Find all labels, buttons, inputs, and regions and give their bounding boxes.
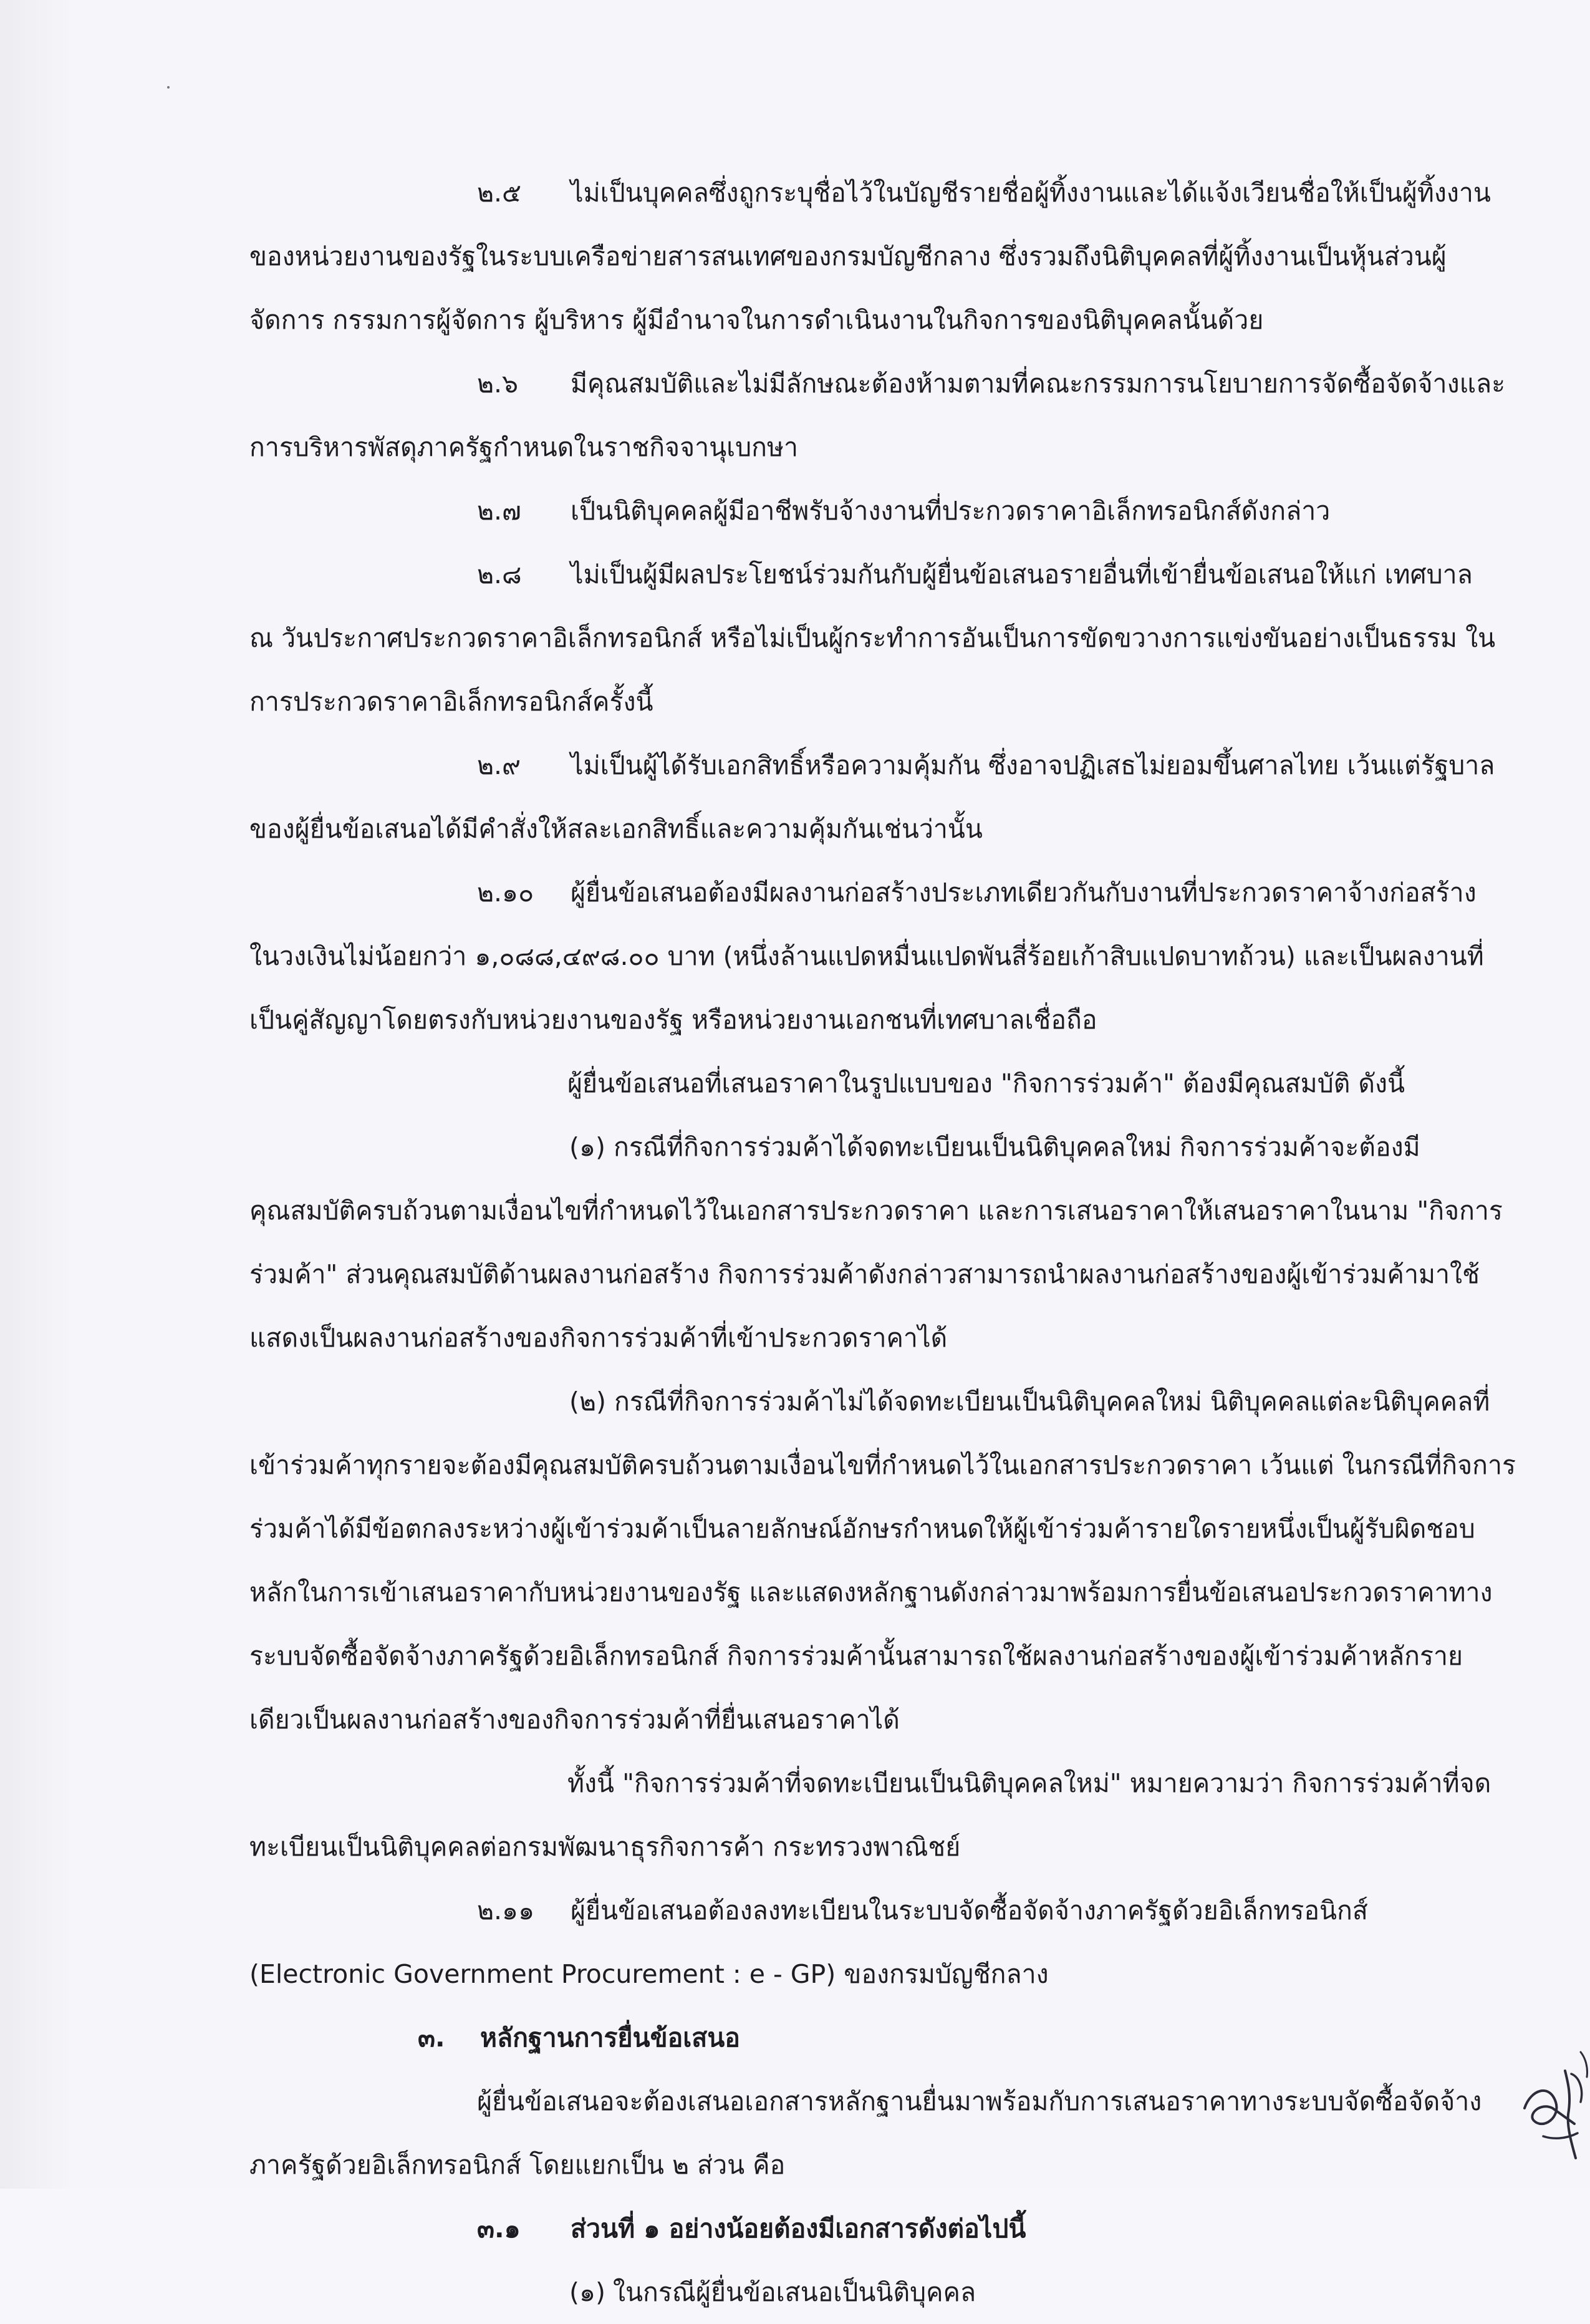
text-line xyxy=(249,670,1490,734)
text-line xyxy=(249,1370,1490,1433)
text-line xyxy=(249,2133,1490,2197)
text-line xyxy=(249,1688,1490,1751)
scan-speck xyxy=(167,86,170,89)
text-line xyxy=(249,479,1490,543)
text-line xyxy=(249,288,1490,352)
text-line xyxy=(249,1815,1490,1879)
clause-text: ไม่เป็นผู้มีผลประโยชน์ร่วมกันกับผู้ยื่นข้อเสนอรายอื่นที่เข้ายื่นข้อเสนอให้แก่ เทศบาล xyxy=(571,559,1473,589)
text-line xyxy=(249,1115,1490,1179)
text-line xyxy=(249,797,1490,861)
clause-number: (๑) xyxy=(569,2277,606,2307)
clause-number: ๒.๑๑ xyxy=(477,1896,535,1925)
clause-number: ๒.๖ xyxy=(477,369,519,399)
document-body xyxy=(249,161,1516,2324)
clause-text: ผู้ยื่นข้อเสนอจะต้องเสนอเอกสารหลักฐานยื่นมาพร้อมกับการเสนอราคาทางระบบจัดซื้อจัดจ้าง xyxy=(477,2086,1482,2116)
clause-text: ระบบจัดซื้อจัดจ้างภาครัฐด้วยอิเล็กทรอนิกส์ กิจการร่วมค้านั้นสามารถใช้ผลงานก่อสร้างของผู้เข้าร่วมค้าหลักราย xyxy=(249,1641,1463,1671)
clause-number: ๒.๗ xyxy=(477,496,521,526)
text-line xyxy=(249,1052,1490,1115)
clause-text: (๑) กรณีที่กิจการร่วมค้าได้จดทะเบียนเป็นนิติบุคคลใหม่ กิจการร่วมค้าจะต้องมี xyxy=(569,1132,1420,1162)
clause-text: เป็นนิติบุคคลผู้มีอาชีพรับจ้างงานที่ประกวดราคาอิเล็กทรอนิกส์ดังกล่าว xyxy=(571,496,1331,526)
clause-text: มีคุณสมบัติและไม่มีลักษณะต้องห้ามตามที่คณะกรรมการนโยบายการจัดซื้อจัดจ้างและ xyxy=(571,369,1506,399)
clause-number: ๒.๙ xyxy=(477,750,521,780)
text-line xyxy=(249,1879,1490,1942)
text-line xyxy=(249,924,1490,988)
clause-text: (Electronic Government Procurement : e - GP) ของกรมบัญชีกลาง xyxy=(249,1959,1049,1989)
clause-text: ภาครัฐด้วยอิเล็กทรอนิกส์ โดยแยกเป็น ๒ ส่วน คือ xyxy=(249,2150,786,2180)
text-line xyxy=(249,1433,1516,1497)
text-line xyxy=(249,734,1495,797)
clause-text: แสดงเป็นผลงานก่อสร้างของกิจการร่วมค้าที่เข้าประกวดราคาได้ xyxy=(249,1323,948,1353)
clause-text: ของหน่วยงานของรัฐในระบบเครือข่ายสารสนเทศของกรมบัญชีกลาง ซึ่งรวมถึงนิติบุคคลที่ผู้ทิ้งงานเป็นหุ้นส่วนผู้ xyxy=(249,241,1447,271)
handwritten-signature xyxy=(1506,2015,1590,2164)
clause-number: ๒.๑๐ xyxy=(477,878,534,908)
text-line xyxy=(249,543,1490,606)
clause-text: (๒) กรณีที่กิจการร่วมค้าไม่ได้จดทะเบียนเป็นนิติบุคคลใหม่ นิติบุคคลแต่ละนิติบุคคลที่ xyxy=(569,1387,1490,1416)
text-line xyxy=(249,1942,1490,2006)
clause-text: ร่วมค้า" ส่วนคุณสมบัติด้านผลงานก่อสร้าง กิจการร่วมค้าดังกล่าวสามารถนำผลงานก่อสร้างของผู้เข้าร่วมค้ามาใช้ xyxy=(249,1259,1480,1289)
text-line xyxy=(249,1561,1493,1624)
text-line xyxy=(249,988,1490,1052)
text-line xyxy=(249,225,1490,288)
clause-text: ทะเบียนเป็นนิติบุคคลต่อกรมพัฒนาธุรกิจการค้า กระทรวงพาณิชย์ xyxy=(249,1832,961,1862)
text-line xyxy=(249,861,1490,924)
clause-text: การบริหารพัสดุภาครัฐกำหนดในราชกิจจานุเบกษา xyxy=(249,432,799,462)
clause-text: ณ วันประกาศประกวดราคาอิเล็กทรอนิกส์ หรือไม่เป็นผู้กระทำการอันเป็นการขัดขวางการแข่งขันอย่างเป็นธรรม ใน xyxy=(249,623,1496,653)
section-heading: หลักฐานการยื่นข้อเสนอ xyxy=(480,2023,740,2053)
clause-text: ผู้ยื่นข้อเสนอที่เสนอราคาในรูปแบบของ "กิจการร่วมค้า" ต้องมีคุณสมบัติ ดังนี้ xyxy=(567,1068,1405,1098)
clause-text: เดียวเป็นผลงานก่อสร้างของกิจการร่วมค้าที่ยื่นเสนอราคาได้ xyxy=(249,1705,900,1735)
clause-text: ในวงเงินไม่น้อยกว่า ๑,๐๘๘,๔๙๘.๐๐ บาท (หนึ่งล้านแปดหมื่นแปดพันสี่ร้อยเก้าสิบแปดบาทถ้วน) และเป็นผลงานที่ xyxy=(249,941,1484,971)
text-line xyxy=(249,2006,1490,2070)
clause-number: ๓. xyxy=(418,2023,445,2053)
text-line xyxy=(249,161,1490,225)
clause-text: ของผู้ยื่นข้อเสนอได้มีคำสั่งให้สละเอกสิทธิ์และความคุ้มกันเช่นว่านั้น xyxy=(249,814,983,844)
clause-text: ร่วมค้าได้มีข้อตกลงระหว่างผู้เข้าร่วมค้าเป็นลายลักษณ์อักษรกำหนดให้ผู้เข้าร่วมค้ารายใดรายหนึ่งเป็นผู้รับผิดชอบ xyxy=(249,1514,1475,1544)
clause-text: คุณสมบัติครบถ้วนตามเงื่อนไขที่กำหนดไว้ในเอกสารประกวดราคา และการเสนอราคาให้เสนอราคาในนาม "กิจการ xyxy=(249,1196,1503,1226)
clause-text: เป็นคู่สัญญาโดยตรงกับหน่วยงานของรัฐ หรือหน่วยงานเอกชนที่เทศบาลเชื่อถือ xyxy=(249,1005,1097,1035)
clause-number: ๒.๕ xyxy=(477,178,522,208)
text-line xyxy=(249,1624,1490,1688)
clause-text: ผู้ยื่นข้อเสนอต้องมีผลงานก่อสร้างประเภทเดียวกันกับงานที่ประกวดราคาจ้างก่อสร้าง xyxy=(571,878,1477,908)
clause-text: การประกวดราคาอิเล็กทรอนิกส์ครั้งนี้ xyxy=(249,687,653,717)
clause-number: ๒.๘ xyxy=(477,559,522,589)
clause-text: จัดการ กรรมการผู้จัดการ ผู้บริหาร ผู้มีอำนาจในการดำเนินงานในกิจการของนิติบุคคลนั้นด้วย xyxy=(249,305,1264,335)
text-line xyxy=(249,1242,1490,1306)
clause-text: ไม่เป็นผู้ได้รับเอกสิทธิ์หรือความคุ้มกัน ซึ่งอาจปฏิเสธไม่ยอมขึ้นศาลไทย เว้นแต่รัฐบาล xyxy=(571,750,1495,780)
text-line xyxy=(249,2260,1490,2324)
text-line xyxy=(249,2197,1490,2260)
clause-number: ๓.๑ xyxy=(477,2214,521,2244)
clause-text: ผู้ยื่นข้อเสนอต้องลงทะเบียนในระบบจัดซื้อจัดจ้างภาครัฐด้วยอิเล็กทรอนิกส์ xyxy=(571,1896,1368,1925)
clause-text: ทั้งนี้ "กิจการร่วมค้าที่จดทะเบียนเป็นนิติบุคคลใหม่" หมายความว่า กิจการร่วมค้าที่จด xyxy=(567,1768,1491,1798)
text-line xyxy=(249,415,1490,479)
clause-text: ไม่เป็นบุคคลซึ่งถูกระบุชื่อไว้ในบัญชีรายชื่อผู้ทิ้งงานและได้แจ้งเวียนชื่อให้เป็นผู้ทิ้งงาน xyxy=(571,178,1491,208)
text-line xyxy=(249,2070,1490,2133)
clause-text: เข้าร่วมค้าทุกรายจะต้องมีคุณสมบัติครบถ้วนตามเงื่อนไขที่กำหนดไว้ในเอกสารประกวดราคา เว้นแต่ ในกรณีที่กิจการ xyxy=(249,1450,1516,1480)
text-line xyxy=(249,1179,1503,1242)
clause-text: หลักในการเข้าเสนอราคากับหน่วยงานของรัฐ และแสดงหลักฐานดังกล่าวมาพร้อมการยื่นข้อเสนอประกวดราคาทาง xyxy=(249,1577,1493,1607)
text-line xyxy=(249,1751,1490,1815)
section-heading: ส่วนที่ ๑ อย่างน้อยต้องมีเอกสารดังต่อไปนี้ xyxy=(571,2214,1026,2244)
text-line xyxy=(249,1497,1490,1561)
text-line xyxy=(249,606,1496,670)
clause-text: ในกรณีผู้ยื่นข้อเสนอเป็นนิติบุคคล xyxy=(613,2277,976,2307)
scan-edge-shadow xyxy=(0,0,74,2189)
text-line xyxy=(249,1306,1490,1370)
text-line xyxy=(249,352,1506,415)
